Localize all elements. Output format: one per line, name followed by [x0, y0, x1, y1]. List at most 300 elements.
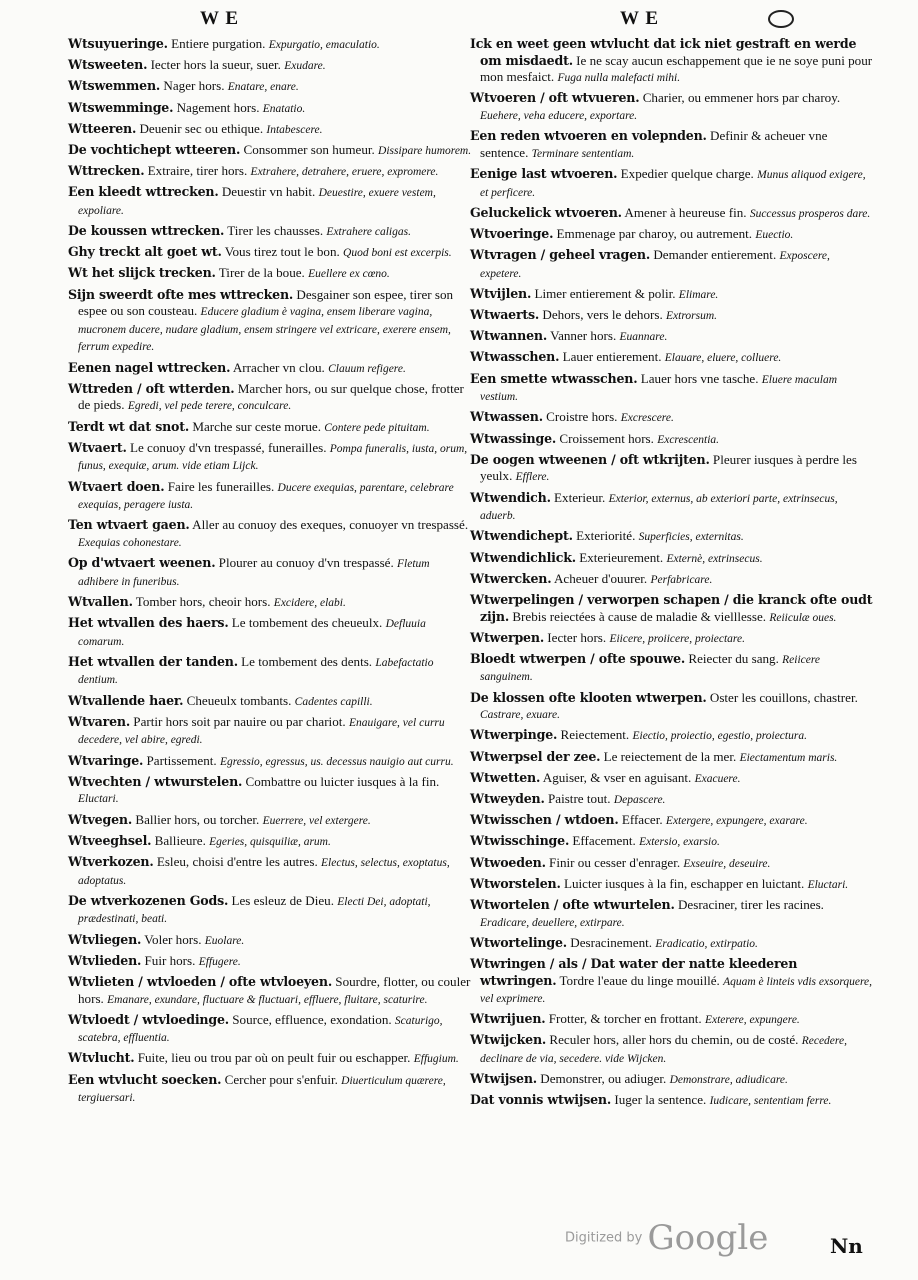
latin-gloss: Efflere.: [515, 471, 550, 484]
dictionary-entry: [68, 121, 472, 139]
headword: Wtwisschen / wtdoen.: [470, 812, 619, 828]
dictionary-entry: [68, 36, 472, 54]
headword: Een reden wtvoeren en volepnden.: [470, 128, 707, 144]
french-gloss: Demonstrer, ou adiuger.: [537, 1071, 670, 1087]
latin-gloss: Munus aliquod exigere, et perficere.: [480, 168, 866, 199]
dictionary-entry: [470, 630, 874, 648]
dictionary-entry: [68, 615, 472, 650]
french-gloss: Combattre ou luicter iusques à la fin.: [242, 773, 440, 789]
french-gloss: Les esleuz de Dieu.: [228, 892, 338, 908]
right-column: [470, 36, 874, 1114]
latin-gloss: Euolare.: [204, 934, 245, 947]
french-gloss: Cheueulx tombants.: [183, 692, 295, 708]
latin-gloss: Euerrere, vel extergere.: [262, 814, 371, 827]
latin-gloss: Electus, selectus, exoptatus, adoptatus.: [78, 856, 450, 887]
french-gloss: Ie ne scay aucun eschappement que ie ne soye puni pour mon mesfaict.: [480, 52, 873, 85]
dictionary-entry: [470, 770, 874, 788]
french-gloss: Nagement hors.: [173, 99, 263, 115]
headword: Dat vonnis wtwijsen.: [470, 1092, 612, 1108]
dictionary-entry: [68, 693, 472, 711]
dictionary-entry: [470, 286, 874, 304]
dictionary-entry: [470, 247, 874, 282]
latin-gloss: Intabescere.: [266, 123, 323, 136]
dictionary-entry: [68, 163, 472, 181]
dictionary-entry: [470, 409, 874, 427]
dictionary-entry: [470, 452, 874, 486]
french-gloss: Voler hors.: [141, 931, 205, 947]
dictionary-entry: [470, 876, 874, 894]
dictionary-entry: [470, 328, 874, 346]
french-gloss: Demander entierement.: [650, 247, 780, 263]
latin-gloss: Excidere, elabi.: [273, 596, 346, 609]
headword: Wtsweeten.: [68, 57, 148, 73]
latin-gloss: Eradicare, deuellere, extirpare.: [480, 916, 625, 929]
headword: Wttreden / oft wtterden.: [68, 380, 235, 396]
dictionary-entry: [68, 953, 472, 971]
headword: Wtvoeren / oft wtvueren.: [470, 90, 640, 106]
latin-gloss: Egredi, vel pede terere, conculcare.: [127, 400, 292, 413]
latin-gloss: Educere gladium è vagina, ensem liberare vagina, mucronem ducere, nudare gladium, ensem stringere vel extricare, exerere ensem, ferrum expedire.: [78, 306, 451, 354]
french-gloss: Acheuer d'ouurer.: [551, 570, 651, 586]
latin-gloss: Extersio, exarsio.: [639, 836, 720, 849]
latin-gloss: Elimare.: [678, 288, 719, 301]
french-gloss: Marcher hors, ou sur quelque chose, frotter de pieds.: [78, 380, 464, 413]
headword: Wttrecken.: [68, 163, 145, 179]
latin-gloss: Excrescere.: [620, 412, 674, 425]
headword: Wtvaert.: [68, 439, 127, 455]
dictionary-entry: [68, 360, 472, 378]
ink-mark-icon: [768, 10, 794, 28]
latin-gloss: Diuerticulum quærere, tergiuersari.: [78, 1074, 446, 1105]
dictionary-entry: [68, 440, 472, 475]
dictionary-entry: [470, 1011, 874, 1029]
dictionary-entry: [68, 419, 472, 437]
latin-gloss: Extrahere caligas.: [326, 226, 411, 239]
header-right: W E: [620, 8, 660, 29]
latin-gloss: Reiicere sanguinem.: [480, 653, 821, 684]
french-gloss: Reiectement.: [557, 727, 633, 743]
headword: Wtwetten.: [470, 769, 541, 785]
latin-gloss: Successus prosperos dare.: [749, 207, 871, 220]
french-gloss: Charier, ou emmener hors par charoy.: [639, 90, 841, 106]
headword: Wtwerpinge.: [470, 727, 558, 743]
latin-gloss: Dissipare humorem.: [378, 144, 472, 157]
latin-gloss: Eluere maculam vestium.: [480, 373, 838, 404]
headword: Wtwerpsel der zee.: [470, 748, 601, 764]
french-gloss: Exterieurement.: [575, 549, 667, 565]
dictionary-entry: [68, 774, 472, 808]
french-gloss: Lauer entierement.: [559, 349, 665, 365]
dictionary-entry: [470, 431, 874, 449]
headword: Wtwijsen.: [470, 1071, 537, 1087]
latin-gloss: Fletum adhibere in funeribus.: [78, 558, 430, 588]
french-gloss: Fuir hors.: [141, 952, 199, 968]
dictionary-entry: [470, 690, 874, 724]
latin-gloss: Electi Dei, adoptati, prædestinati, beati.: [78, 895, 431, 926]
latin-gloss: Iudicare, sententiam ferre.: [709, 1095, 832, 1108]
header-left: W E: [200, 8, 240, 29]
headword: Wtvlieden.: [68, 952, 142, 968]
headword: Wtwerpen.: [470, 629, 545, 645]
headword: De wtverkozenen Gods.: [68, 892, 229, 908]
french-gloss: Exteriorité.: [572, 528, 639, 544]
dictionary-entry: [470, 855, 874, 873]
french-gloss: Dehors, vers le dehors.: [539, 307, 667, 323]
headword: Wtveeghsel.: [68, 832, 152, 848]
dictionary-entry: [68, 714, 472, 749]
page-header: [0, 8, 918, 34]
french-gloss: Extraire, tirer hors.: [144, 163, 251, 179]
french-gloss: Le reiectement de la mer.: [600, 748, 740, 764]
french-gloss: Cercher pour s'enfuir.: [221, 1071, 342, 1087]
headword: Wtworstelen.: [470, 875, 561, 891]
headword: Wtswemmen.: [68, 78, 161, 94]
headword: Wtverkozen.: [68, 853, 154, 869]
latin-gloss: Expurgatio, emaculatio.: [268, 39, 380, 51]
headword: Wtvlieten / wtvloeden / ofte wtvloeyen.: [68, 973, 333, 989]
french-gloss: Croistre hors.: [542, 409, 621, 425]
latin-gloss: Exterere, expungere.: [704, 1014, 800, 1027]
dictionary-entry: [68, 854, 472, 889]
latin-gloss: Euannare.: [619, 331, 668, 344]
headword: Terdt wt dat snot.: [68, 418, 190, 434]
headword: Wtwisschinge.: [470, 833, 570, 849]
dictionary-entry: [470, 592, 874, 626]
latin-gloss: Demonstrare, adiudicare.: [669, 1074, 788, 1087]
headword: Een kleedt wttrecken.: [68, 184, 219, 200]
latin-gloss: Euehere, veha educere, exportare.: [480, 109, 638, 122]
watermark-logo-text: Google: [647, 1218, 769, 1258]
dictionary-entry: [68, 287, 472, 356]
french-gloss: Vous tirez tout le bon.: [221, 244, 344, 260]
latin-gloss: Scaturigo, scatebra, effluentia.: [78, 1014, 443, 1045]
latin-gloss: Exterior, externus, ab exteriori parte, extrinsecus, aduerb.: [480, 492, 838, 523]
headword: Wtvallende haer.: [68, 692, 184, 708]
dictionary-entry: [470, 90, 874, 124]
dictionary-entry: [68, 555, 472, 590]
french-gloss: Le tombement des dents.: [237, 653, 376, 669]
french-gloss: Entiere purgation.: [167, 36, 269, 51]
latin-gloss: Eiectio, proiectio, egestio, proiectura.: [632, 730, 807, 743]
headword: De klossen ofte klooten wtwerpen.: [470, 689, 707, 705]
headword: Wtvaert doen.: [68, 478, 165, 494]
headword: Wtwaerts.: [470, 307, 540, 323]
french-gloss: Deuestir vn habit.: [218, 184, 319, 200]
dictionary-entry: [470, 36, 874, 87]
dictionary-entry: [68, 1050, 472, 1068]
dictionary-entry: [68, 517, 472, 551]
headword: Wtvechten / wtwurstelen.: [68, 773, 243, 789]
french-gloss: Luicter iusques à la fin, eschapper en luictant.: [560, 875, 808, 891]
french-gloss: Expedier quelque charge.: [617, 165, 758, 181]
french-gloss: Tordre l'eaue du linge mouillé.: [556, 972, 724, 988]
dictionary-entry: [470, 727, 874, 745]
dictionary-entry: [68, 932, 472, 950]
french-gloss: Esleu, choisi d'entre les autres.: [153, 853, 322, 869]
headword: Wtwortelinge.: [470, 934, 567, 950]
headword: Wtwortelen / ofte wtwurtelen.: [470, 896, 675, 912]
page-signature: Nn: [830, 1234, 863, 1258]
dictionary-entry: [470, 935, 874, 953]
headword: Ghy treckt alt goet wt.: [68, 244, 222, 260]
french-gloss: Iecter hors.: [544, 629, 610, 645]
headword: De koussen wttrecken.: [68, 223, 225, 239]
dictionary-entry: [470, 1032, 874, 1067]
headword: Wtvlucht.: [68, 1050, 135, 1066]
french-gloss: Effacement.: [569, 833, 640, 849]
french-gloss: Desgainer son espee, tirer son espee ou son cousteau.: [78, 286, 454, 319]
latin-gloss: Exequias cohonestare.: [78, 536, 182, 549]
latin-gloss: Superficies, externitas.: [638, 531, 744, 544]
french-gloss: Lauer hors vne tasche.: [637, 370, 762, 386]
latin-gloss: Cadentes capilli.: [294, 695, 373, 708]
french-gloss: Tomber hors, cheoir hors.: [132, 593, 274, 609]
headword: Wtwrijuen.: [470, 1011, 546, 1027]
french-gloss: Croissement hors.: [556, 430, 658, 446]
dictionary-entry: [470, 307, 874, 325]
latin-gloss: Recedere, declinare de via, secedere. vide Wijcken.: [480, 1035, 847, 1066]
headword: Wtvallen.: [68, 593, 133, 609]
french-gloss: Plourer au conuoy d'vn trespassé.: [215, 555, 398, 571]
headword: Wtvegen.: [68, 811, 133, 827]
latin-gloss: Reiiculæ oues.: [769, 611, 837, 624]
dictionary-entry: [470, 1071, 874, 1089]
french-gloss: Finir ou cesser d'enrager.: [545, 854, 684, 870]
headword: Wtwassinge.: [470, 430, 557, 446]
latin-gloss: Elauare, eluere, colluere.: [664, 352, 782, 365]
headword: Ten wtvaert gaen.: [68, 517, 190, 533]
dictionary-entry: [68, 654, 472, 689]
dictionary-entry: [68, 833, 472, 851]
latin-gloss: Egeries, quisquiliæ, arum.: [209, 835, 331, 848]
latin-gloss: Contere pede pituitam.: [324, 421, 430, 434]
latin-gloss: Exposcere, expetere.: [480, 250, 830, 280]
watermark-small-text: Digitized by: [565, 1230, 643, 1246]
french-gloss: Reiecter du sang.: [685, 650, 783, 666]
latin-gloss: Depascere.: [613, 794, 666, 806]
dictionary-entry: [470, 166, 874, 201]
french-gloss: Limer entierement & polir.: [531, 285, 679, 301]
dictionary-entry: [68, 594, 472, 612]
french-gloss: Aller au conuoy des exeques, conuoyer vn trespassé.: [189, 517, 469, 533]
google-watermark: [565, 1218, 768, 1258]
headword: Wtwendichlick.: [470, 549, 576, 565]
french-gloss: Effacer.: [618, 812, 666, 828]
latin-gloss: Enauigare, vel curru decedere, vel abire, egredi.: [78, 716, 445, 747]
french-gloss: Exterieur.: [550, 489, 609, 505]
dictionary-entry: [470, 897, 874, 931]
french-gloss: Faire les funerailles.: [164, 478, 278, 494]
latin-gloss: Quod boni est excerpis.: [343, 247, 452, 260]
french-gloss: Ballieure.: [151, 832, 210, 848]
dictionary-entry: [68, 265, 472, 283]
headword: Wtwendichept.: [470, 528, 573, 544]
headword: Wtteeren.: [68, 120, 137, 136]
french-gloss: Deuenir sec ou ethique.: [136, 120, 267, 136]
headword: Op d'wtvaert weenen.: [68, 555, 216, 571]
dictionary-entry: [470, 791, 874, 809]
latin-gloss: Effugium.: [413, 1053, 459, 1066]
left-column: [68, 36, 472, 1110]
headword: Het wtvallen des haers.: [68, 615, 229, 631]
latin-gloss: Egressio, egressus, us. decessus nauigio aut curru.: [219, 755, 454, 768]
french-gloss: Ballier hors, ou torcher.: [132, 811, 263, 827]
latin-gloss: Defluuia comarum.: [78, 618, 426, 648]
headword: Wtvaren.: [68, 713, 131, 729]
dictionary-entry: [68, 142, 472, 160]
headword: De vochtichept wtteeren.: [68, 141, 241, 157]
dictionary-entry: [68, 57, 472, 75]
latin-gloss: Extrahere, detrahere, eruere, expromere.: [250, 166, 439, 179]
french-gloss: Definir & acheuer vne sentence.: [480, 128, 828, 160]
latin-gloss: Effugere.: [198, 955, 241, 968]
latin-gloss: Pompa funeralis, iusta, orum, funus, exequiæ, arum. vide etiam Lijck.: [78, 442, 468, 473]
headword: Een smette wtwasschen.: [470, 370, 638, 386]
french-gloss: Consommer son humeur.: [240, 141, 379, 157]
headword: Wtwercken.: [470, 570, 552, 586]
dictionary-entry: [68, 479, 472, 514]
french-gloss: Aguiser, & vser en aguisant.: [540, 769, 695, 785]
headword: Wtswemminge.: [68, 99, 174, 115]
latin-gloss: Perfabricare.: [650, 573, 713, 586]
french-gloss: Tirer les chausses.: [224, 223, 327, 239]
french-gloss: Fuite, lieu ou trou par où on peult fuir ou eschapper.: [134, 1050, 414, 1066]
dictionary-entry: [470, 490, 874, 525]
dictionary-entry: [68, 753, 472, 771]
dictionary-entry: [470, 1092, 874, 1110]
latin-gloss: Eluctari.: [807, 878, 849, 891]
headword: Wtwendich.: [470, 489, 551, 505]
dictionary-entry: [68, 812, 472, 830]
headword: Sijn sweerdt ofte mes wttrecken.: [68, 286, 294, 302]
french-gloss: Partir hors soit par nauire ou par chariot.: [130, 713, 349, 729]
headword: Wtvragen / geheel vragen.: [470, 247, 651, 263]
headword: De oogen wtweenen / oft wtkrijten.: [470, 451, 710, 467]
latin-gloss: Exseuire, deseuire.: [683, 857, 771, 870]
headword: Wt het slijck trecken.: [68, 265, 216, 281]
latin-gloss: Extergere, expungere, exarare.: [665, 815, 808, 828]
headword: Wtwringen / als / Dat water der natte kleederen wtwringen.: [470, 955, 798, 988]
french-gloss: Amener à heureuse fin.: [621, 204, 750, 220]
dictionary-entry: [470, 205, 874, 223]
french-gloss: Paistre tout.: [544, 791, 614, 806]
headword: Wtvaringe.: [68, 752, 144, 768]
french-gloss: Frotter, & torcher en frottant.: [545, 1011, 705, 1027]
latin-gloss: Enatatio.: [262, 102, 306, 115]
latin-gloss: Exudare.: [284, 60, 326, 73]
headword: Wtvijlen.: [470, 285, 532, 301]
french-gloss: Emmenage par charoy, ou autrement.: [553, 225, 756, 241]
dictionary-entry: [470, 651, 874, 686]
dictionary-entry: [470, 226, 874, 244]
french-gloss: Source, effluence, exondation.: [229, 1011, 395, 1027]
headword: Eenige last wtvoeren.: [470, 165, 618, 181]
headword: Het wtvallen der tanden.: [68, 653, 238, 669]
headword: Eenen nagel wttrecken.: [68, 359, 231, 375]
latin-gloss: Labefactatio dentium.: [78, 656, 434, 687]
headword: Wtwerpelingen / verworpen schapen / die kranck ofte oudt zijn.: [470, 591, 873, 624]
dictionary-entry: [68, 223, 472, 241]
latin-gloss: Externè, extrinsecus.: [666, 552, 763, 565]
dictionary-entry: [470, 371, 874, 406]
dictionary-entry: [68, 893, 472, 928]
dictionary-entry: [68, 1012, 472, 1047]
french-gloss: Le conuoy d'vn trespassé, funerailles.: [126, 439, 330, 455]
latin-gloss: Eiicere, proiicere, proiectare.: [609, 632, 745, 645]
latin-gloss: Enatare, enare.: [227, 81, 299, 94]
latin-gloss: Castrare, exuare.: [480, 709, 560, 722]
dictionary-entry: [470, 812, 874, 830]
headword: Bloedt wtwerpen / ofte spouwe.: [470, 650, 686, 666]
dictionary-entry: [68, 100, 472, 118]
latin-gloss: Fuga nulla malefacti mihi.: [557, 72, 681, 85]
french-gloss: Nager hors.: [160, 78, 228, 94]
latin-gloss: Euellere ex cœno.: [308, 268, 390, 281]
french-gloss: Le tombement des cheueulx.: [228, 615, 386, 631]
headword: Wtvloedt / wtvloedinge.: [68, 1011, 229, 1027]
headword: Wtwasschen.: [470, 349, 560, 365]
dictionary-entry: [470, 571, 874, 589]
headword: Wtwannen.: [470, 328, 548, 344]
french-gloss: Desraciner, tirer les racines.: [674, 896, 824, 912]
dictionary-entry: [470, 749, 874, 767]
latin-gloss: Exacuere.: [694, 772, 741, 785]
headword: Wtwijcken.: [470, 1032, 547, 1048]
french-gloss: Iuger la sentence.: [611, 1092, 710, 1108]
headword: Een wtvlucht soecken.: [68, 1071, 222, 1087]
latin-gloss: Ducere exequias, parentare, celebrare exequias, peragere iusta.: [78, 481, 454, 512]
dictionary-entry: [470, 128, 874, 162]
french-gloss: Brebis reiectées à cause de maladie & vielllesse.: [509, 608, 770, 624]
french-gloss: Tirer de la boue.: [215, 265, 309, 281]
latin-gloss: Clauum refigere.: [328, 362, 406, 375]
latin-gloss: Euectio.: [755, 228, 794, 241]
french-gloss: Arracher vn clou.: [230, 359, 329, 375]
dictionary-entry: [470, 956, 874, 1008]
latin-gloss: Eiectamentum maris.: [739, 751, 838, 764]
dictionary-entry: [470, 528, 874, 546]
french-gloss: Partissement.: [143, 752, 220, 768]
french-gloss: Vanner hors.: [547, 328, 620, 344]
latin-gloss: Eluctari.: [78, 793, 119, 806]
french-gloss: Pleurer iusques à perdre les yeulx.: [480, 451, 857, 484]
latin-gloss: Aquam è linteis vdis exsorquere, vel exprimere.: [480, 975, 873, 1006]
dictionary-entry: [68, 244, 472, 262]
headword: Wtvoeringe.: [470, 225, 554, 241]
french-gloss: Marche sur ceste morue.: [189, 418, 325, 434]
dictionary-entry: [68, 78, 472, 96]
french-gloss: Desracinement.: [567, 934, 656, 950]
dictionary-entry: [470, 550, 874, 568]
headword: Wtwoeden.: [470, 854, 546, 870]
latin-gloss: Emanare, exundare, fluctuare & fluctuari, effluere, fluitare, scaturire.: [107, 993, 428, 1006]
latin-gloss: Deuestire, exuere vestem, expoliare.: [78, 187, 436, 217]
dictionary-entry: [68, 974, 472, 1008]
headword: Geluckelick wtvoeren.: [470, 204, 622, 220]
headword: Wtwassen.: [470, 409, 543, 425]
dictionary-entry: [470, 349, 874, 367]
latin-gloss: Extrorsum.: [666, 310, 718, 323]
french-gloss: Sourdre, flotter, ou couler hors.: [78, 973, 471, 1006]
latin-gloss: Excrescentia.: [657, 433, 720, 446]
dictionary-entry: [68, 184, 472, 219]
dictionary-entry: [470, 833, 874, 851]
dictionary-entry: [68, 1072, 472, 1107]
dictionary-entry: [68, 381, 472, 415]
headword: Ick en weet geen wtvlucht dat ick niet gestraft en werde om misdaedt.: [470, 36, 857, 68]
french-gloss: Oster les couillons, chastrer.: [706, 689, 858, 705]
french-gloss: Iecter hors la sueur, suer.: [147, 57, 285, 73]
